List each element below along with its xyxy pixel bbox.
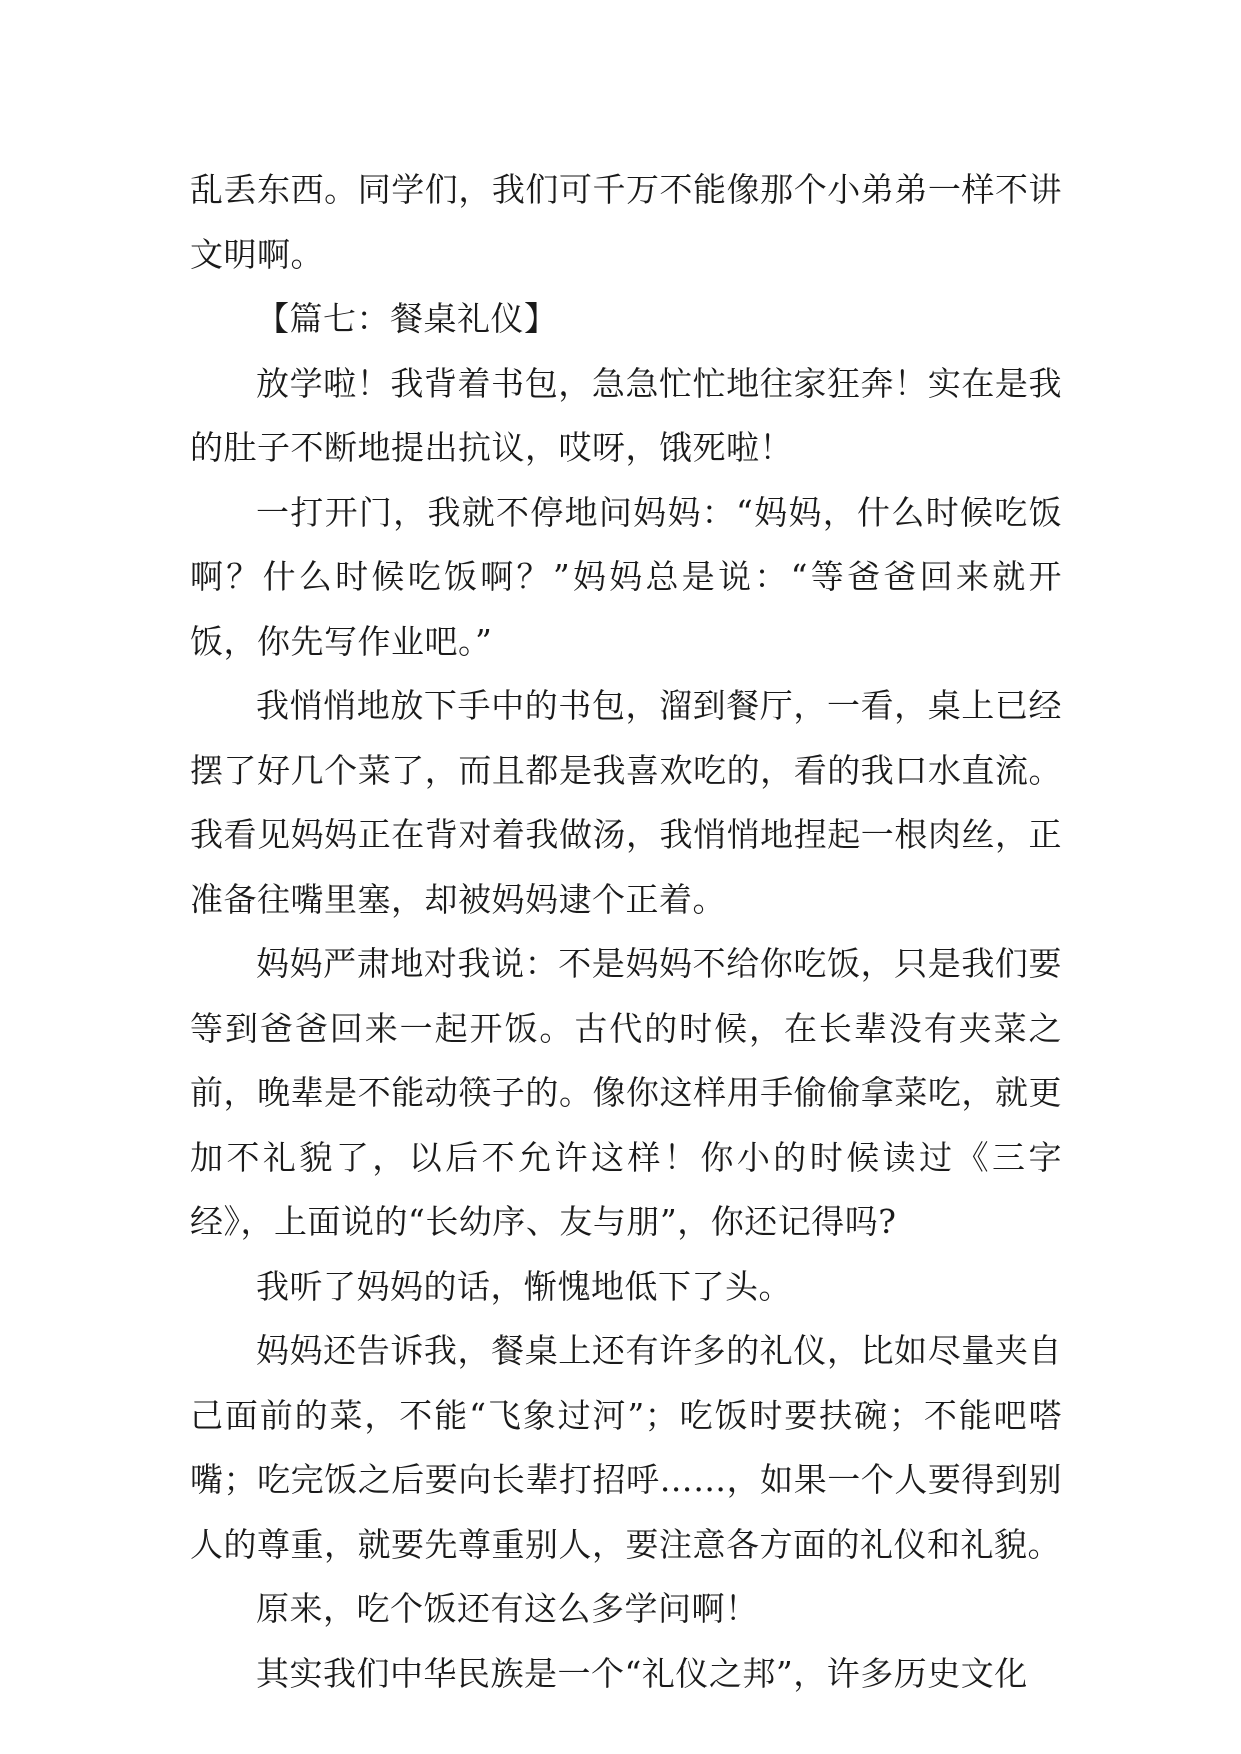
paragraph: 放学啦！我背着书包，急急忙忙地往家狂奔！实在是我的肚子不断地提出抗议，哎呀，饿死啦！ — [190, 363, 1062, 467]
paragraph: 我听了妈妈的话，惭愧地低下了头。 — [256, 1266, 792, 1306]
paragraph-continuation: 乱丢东西。同学们，我们可千万不能像那个小弟弟一样不讲文明啊。 — [190, 170, 1062, 274]
paragraph: 一打开门，我就不停地问妈妈：“妈妈，什么时候吃饭啊？什么时候吃饭啊？”妈妈总是说：“等爸爸回来就开饭，你先写作业吧。” — [190, 492, 1062, 661]
paragraph: 妈妈严肃地对我说：不是妈妈不给你吃饭，只是我们要等到爸爸回来一起开饭。古代的时候，在长辈没有夹菜之前，晚辈是不能动筷子的。像你这样用手偷偷拿菜吃，就更加不礼貌了，以后不允许这样！你小的时候读过《三字经》，上面说的“长幼序、友与朋”，你还记得吗? — [190, 944, 1062, 1241]
document-page — [190, 158, 1062, 1706]
paragraph: 我悄悄地放下手中的书包，溜到餐厅，一看，桌上已经摆了好几个菜了，而且都是我喜欢吃的，看的我口水直流。我看见妈妈正在背对着我做汤，我悄悄地捏起一根肉丝，正准备往嘴里塞，却被妈妈逮个正着。 — [190, 686, 1062, 919]
paragraph: 妈妈还告诉我，餐桌上还有许多的礼仪，比如尽量夹自己面前的菜，不能“飞象过河”；吃饭时要扶碗；不能吧嗒嘴；吃完饭之后要向长辈打招呼……，如果一个人要得到别人的尊重，就要先尊重别人，要注意各方面的礼仪和礼貌。 — [190, 1331, 1062, 1564]
section-heading: 【篇七：餐桌礼仪】 — [256, 299, 558, 338]
paragraph: 原来，吃个饭还有这么多学问啊！ — [256, 1589, 759, 1628]
paragraph: 其实我们中华民族是一个“礼仪之邦”，许多历史文化 — [256, 1653, 1028, 1693]
